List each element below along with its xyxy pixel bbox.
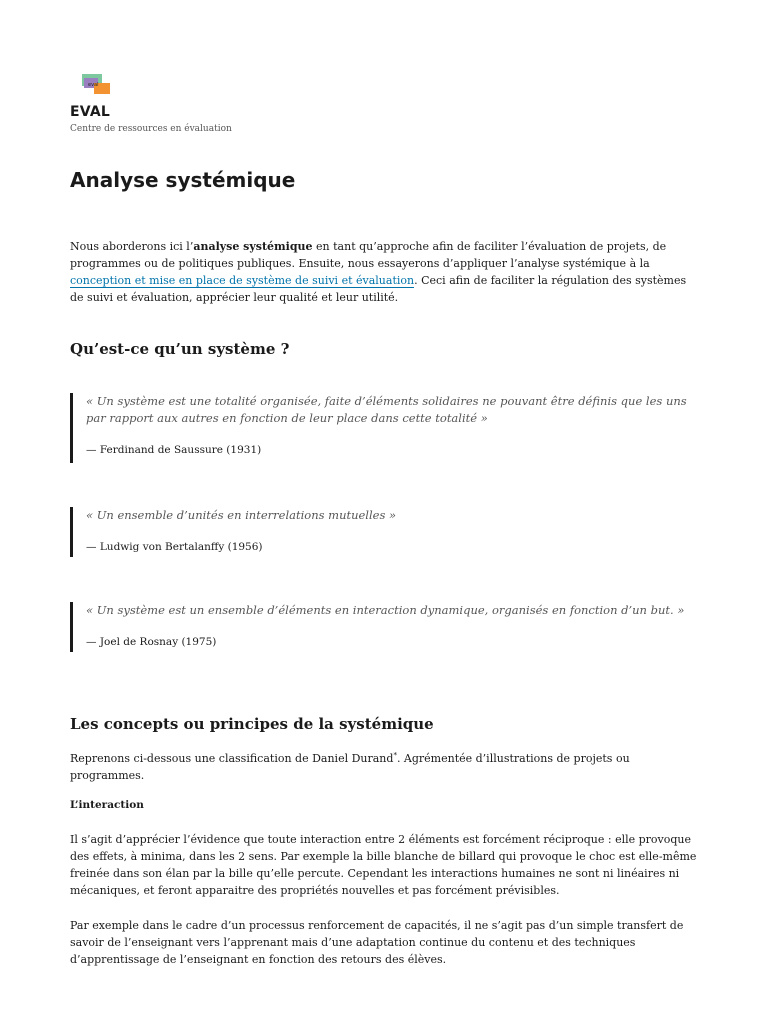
- subheading-interaction: L’interaction: [70, 799, 144, 811]
- site-title-link[interactable]: EVAL: [70, 104, 111, 120]
- site-description: Centre de ressources en évaluation: [70, 124, 232, 134]
- interaction-paragraph-2: Par exemple dans le cadre d’un processus renforcement de capacités, il ne s’agit pas d’un simple transfert de savoir de l’enseignant vers l’apprenant mais d’une adaptation continue du contenu et des techniques d’apprentissage de l’enseignant en fonction des retours des élèves.: [70, 919, 684, 966]
- intro-paragraph: Nous aborderons ici l’analyse systémique en tant qu’approche afin de faciliter l’évaluation de projets, de programmes ou de politiques publiques. Ensuite, nous essayerons d’appliquer l’analyse systémique à la conception et mise en place de système de suivi et évaluation. Ceci afin de faciliter la régulation des systèmes de suivi et évaluation, apprécier leur qualité et leur utilité.: [70, 240, 687, 304]
- suivi-evaluation-link[interactable]: conception et mise en place de système de suivi et évaluation: [70, 274, 415, 287]
- interaction-paragraph-1: Il s’agit d’apprécier l’évidence que toute interaction entre 2 éléments est forcément réciproque : elle provoque des effets, à minima, dans les 2 sens. Par exemple la bille blanche de billard qui provoque le choc est elle-même freinée dans son élan par la bille qu’elle percute. Cependant les interactions humaines ne sont ni linéaires ni mécaniques, et feront apparaitre des propriétés nouvelles et pas forcément prévisibles.: [70, 833, 697, 897]
- quote-text: « Un système est une totalité organisée, faite d’éléments solidaires ne pouvant être définis que les uns par rapport aux autres en fonction de leur place dans cette totalité »: [86, 394, 687, 425]
- concepts-intro: Reprenons ci-dessous une classification de Daniel Durand*. Agrémentée d’illustrations de projets ou programmes.: [70, 751, 630, 782]
- quote-citation: — Ludwig von Bertalanffy (1956): [86, 541, 263, 553]
- page-title: Analyse systémique: [70, 168, 296, 192]
- quote-citation: — Joel de Rosnay (1975): [86, 636, 217, 648]
- footnote-marker[interactable]: *: [393, 751, 397, 760]
- section-heading-systeme: Qu’est-ce qu’un système ?: [70, 340, 290, 358]
- quote-text: « Un système est un ensemble d’éléments en interaction dynamique, organisés en fonction d’un but. »: [86, 603, 685, 617]
- logo-text: eval: [88, 82, 99, 88]
- quote-citation: — Ferdinand de Saussure (1931): [86, 444, 262, 456]
- intro-bold-term: analyse systémique: [193, 240, 313, 253]
- quote-text: « Un ensemble d’unités en interrelations mutuelles »: [86, 508, 397, 522]
- blockquote-rosnay: [70, 602, 706, 652]
- blockquote-bertalanffy: [70, 507, 706, 557]
- section-heading-concepts: Les concepts ou principes de la systémique: [70, 715, 434, 733]
- site-logo[interactable]: [80, 72, 112, 96]
- blockquote-saussure: [70, 393, 706, 463]
